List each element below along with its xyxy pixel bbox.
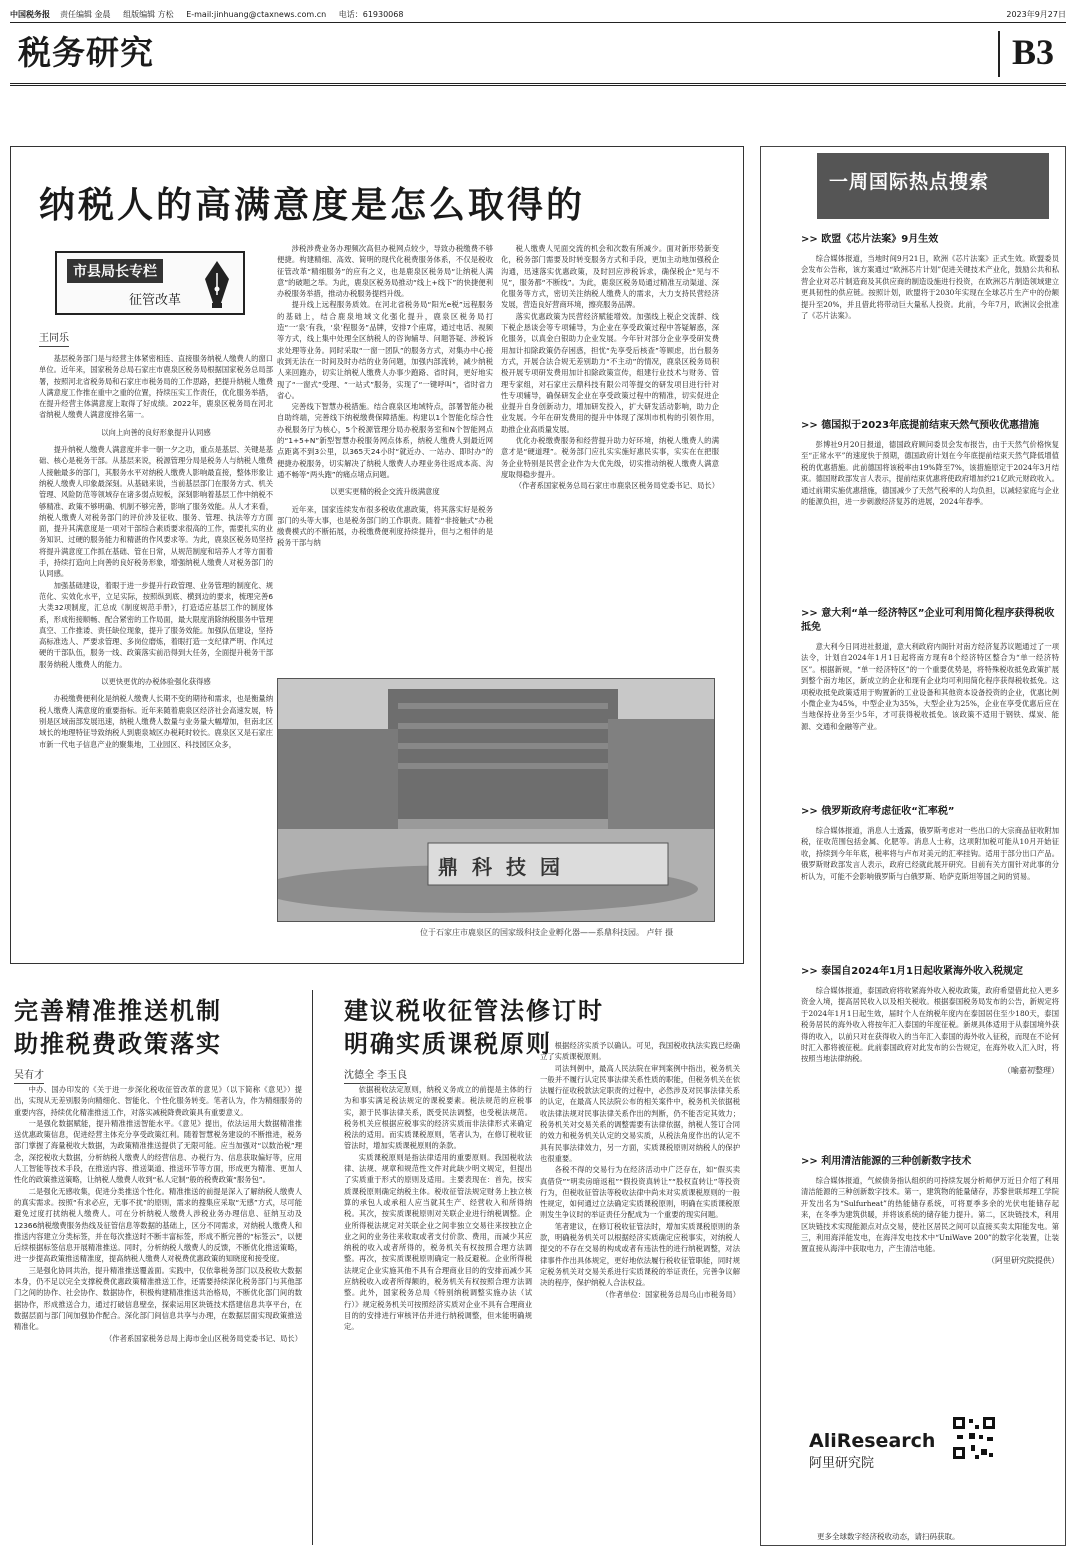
column-badge-name: 市县局长专栏 [67, 259, 163, 283]
author-note: （作者单位：国家税务总局乌山市税务局） [601, 1289, 740, 1299]
paragraph: 优化办税缴费服务和经营提升助力好环境，纳税人缴费人的满意才是“硬道理”。税务部门应扎实实施好惠民实事，实实在在把服务企业特别是民营企业作为大优先级，切实推动纳税人缴费人满意度取得稳步提升。 [501, 436, 719, 479]
qr-code-icon[interactable] [951, 1415, 997, 1461]
layout-credit: 组版编辑 方松 [123, 9, 174, 19]
news-item [801, 607, 1059, 795]
news-item [801, 419, 1059, 599]
news-title: >> 德国拟于2023年底提前结束天然气预收优惠措施 [801, 420, 1040, 431]
photo-caption: 位于石家庄市鹿泉区的国家级科技企业孵化器——系鼎科技园。 卢轩 摄 [420, 928, 674, 937]
article3-column-1 [344, 1084, 532, 1544]
paragraph: 中办、国办印发的《关于进一步深化税收征管改革的意见》（以下简称《意见》）提出，实现从无差别服务向精细化、智能化、个性化服务转变。笔者认为，作为精细服务的重要内容，持续优化精准推送工作，对落实减税降费政策具有重要意义。 [14, 1085, 302, 1117]
news-title-text: 德国拟于2023年底提前结束天然气预收优惠措施 [821, 420, 1040, 431]
phone-text: 电话：61930068 [338, 9, 404, 19]
tech-park-photo [277, 678, 715, 922]
email-text: E-mail:jinhuang@ctaxnews.com.cn [186, 9, 327, 19]
subheading: 以向上向善的良好形象提升认同感 [101, 427, 211, 437]
article3-author: 沈德全 李玉良 [344, 1066, 407, 1084]
paragraph: 一是强化数据赋能，提升精准推送智能水平。《意见》提出，依法运用大数据精准推送优惠政策信息，促进经营主体充分享受政策红利。随着智慧税务建设的不断推进，税务部门掌握了海量税收大数据，为政策精准推送提供了无限可能。应当加强对“以数治税”理念，深挖税收大数据，分析纳税人缴费人的经营信息、办税行为、信息获取偏好等，应用人工智能等技术手段，在推送内容、推送渠道、推送环节等方面，形成更为精准、更加人性化的政策推送策略，让纳税人缴费人收到“私人定制”般的税费政策“服务包”。 [14, 1118, 302, 1185]
park-sign: 鼎科技园 [438, 855, 574, 879]
aliresearch-logo-en: AliResearch [809, 1430, 936, 1452]
news-title: >> 利用清洁能源的三种创新数字技术 [801, 1156, 972, 1167]
subheading: 以更实更精的税企交流升级满意度 [330, 487, 440, 497]
paragraph: 根据经济实质予以确认。可见，我国税收执法实践已经确立了实质课税原则。 [540, 1041, 740, 1062]
world-news-sidebar [760, 146, 1066, 1546]
masthead-bar [10, 6, 1066, 22]
lead-column-1 [39, 353, 273, 953]
lead-column-3 [501, 243, 719, 667]
news-body: 意大利今日同进社报道，意大利政府内阁针对南方经济复苏议题通过了一项法令，计划自2024年1月1日起将南方现有8个经济特区整合为“单一经济特区”。根据新规，“单一经济特区”的一个重要优势是，将特殊税收抵免政策扩展到整个南方地区，新成立的企业和现有企业均可利用简化程序获得税收抵免。这项税收抵免政策适用于购置新的工业设备和其他资本设备投资的企业，优惠比例小微企业为45%，中型企业为35%，大型企业为25%，企业在享受优惠后应在当地保持业务至少5年，才可获得税收抵免。该政策不适用于钢铁、煤炭、能源、交通和金融等产业。 [801, 642, 1059, 731]
article2-author: 吴有才 [14, 1066, 44, 1084]
tech-park-illustration [278, 679, 715, 922]
news-item [801, 805, 1059, 955]
news-title: >> 俄罗斯政府考虑征收“汇率税” [801, 806, 955, 817]
article2-body [14, 1084, 302, 1544]
section-header [10, 22, 1066, 86]
news-source: （喻嘉初整理） [1003, 1065, 1059, 1075]
subheading: 以更快更优的办税体验强化获得感 [101, 677, 211, 687]
lead-column-2 [277, 243, 493, 667]
news-title-text: 欧盟《芯片法案》9月生效 [821, 234, 939, 245]
page-number-divider [998, 31, 1000, 77]
paragraph: 加强基础建设，着眼于进一步提升行政管理、业务管理的制度化、规范化、实效化水平，立足实际，按照纵到底、横到边的要求，梳理完善6大类32项制度，汇总成《制度规范手册》，打造适应基层工作的制度体系，形成衔接顺畅、配合紧密的工作局面，最大限度消除纳税服务中管理真空、工作推诿、责任缺位现象，提升了服务效能。加强队伍建设，坚持高标准选人、严要求管理、多岗位磨炼，着眼打造一支纪律严明、作风过硬的干部队伍，服务一线、政策落实前沿得到大任务，全面提升税务干部服务纳税人缴费人的能力。 [39, 580, 273, 669]
section-title: 税务研究 [18, 33, 154, 72]
article3-column-2 [540, 1040, 740, 1544]
paragraph: 司法判例中，最高人民法院在审判案例中指出，税务机关一般并不履行认定民事法律关系性质的职能，但税务机关在依法履行征收税款法定职责的过程中，必然涉及对民事法律关系的认定，在最高人民法院公布的相关案件中，税务机关依据税收法律法规对民事法律关系作出的判断，仍不能否定其效力；税务机关对交易关系的调整需要有法律依据，纳税人签订合同的效力和税务机关认定的交易实质，从税法角度作出的认定不具有民事法律效力，另一方面，实质课税原则对纳税人的保护也很重要。 [540, 1063, 740, 1163]
paragraph: 实质课税原则是指法律适用的重要原则。我国税收法律、法规、规章和规范性文件对此缺少明文规定，但提出了实质重于形式的原则及适用。主要表现在：首先，按实质课税原则确定纳税主体。税收征管法规定财务上独立核算的承包人或承租人应当就其生产、经营收入和所得纳税。其次，按实质课税原则对关联企业进行纳税调整。企业所得税法规定对关联企业之间非独立交易往来按独立企业之间的业务往来收取或者支付价款、费用，而减少其应纳税的收入或者所得的，税务机关有权按照合理方法调整。再次，按实质课税原则确定一般反避税。企业所得税法规定企业实施其他不具有合理商业目的的安排而减少其应纳税收入或者所得额的，税务机关有权按照合理方法调整。此外，国家税务总局《特别纳税调整实施办法（试行）》规定税务机关可按照经济实质对企业不具有合理商业目的的安排进行审核评估并进行纳税调整，但未能明确规定。 [344, 1152, 532, 1332]
paragraph: 涉税涉费业务办理频次高但办税网点较少，导致办税缴费不够便捷。构建精细、高效、简明的现代化税费服务体系，不仅是税收征管改革“精细服务”的应有之义，也是鹿泉区税务局“让纳税人满意”的破题之举。为此，鹿泉区税务局推动“线上+线下”的快捷便利办税服务举措，推动办税服务提档升级。 [277, 244, 493, 299]
news-title-text: 俄罗斯政府考虑征收“汇率税” [821, 806, 955, 817]
column-divider [312, 990, 313, 1545]
news-body: 综合媒体报道，气候债务指认组织的可持续发展分析师伊万近日介绍了利用清洁能源的三种创新数字技术。第一，建筑物的能量储存，苏黎世联邦理工学院开发出名为“Sulfurheat”的热能储存系统，可将夏季多余的光伏电能储存起来，在冬季为建筑供暖，并将该系统的储存能力提升。第二，区块链技术，利用区块链技术实现能源点对点交易，使社区居民之间可以直接买卖太阳能发电。第三，利用海洋能发电，在海洋发电技术中“UniWave 200”的数字化装置，让装置直接从海洋中获取电力，产生清洁电能。 [801, 1176, 1059, 1254]
aliresearch-logo-cn: 阿里研究院 [809, 1456, 875, 1471]
sidebar-banner [817, 153, 1049, 219]
article2-title-line1: 完善精准推送机制 [14, 996, 222, 1025]
news-title-text: 利用清洁能源的三种创新数字技术 [821, 1156, 972, 1167]
column-badge-topic: 征管改革 [129, 293, 182, 308]
masthead-meta [60, 9, 413, 20]
news-body: 彭博社9月20日报道，德国政府顾问委员会发布报告，由于天然气价格恢复至“正常水平”的速度快于预期，德国政府计划在今年底提前结束天然气降低增值税的优惠措施。此前德国将该税率由19%降至7%，该措施原定于2024年3月结束。德国财政部发言人表示，提前结束优惠将使政府增加约21亿欧元财政收入。通过前期实施优惠措施，德国减少了天然气税率的人均负担，以减轻家庭与企业的能源负担，进一步刺激经济复苏的进展，2024年春季。 [801, 440, 1059, 507]
news-item [801, 1155, 1059, 1407]
paragraph: 二是强化无感收集，促进分类推送个性化。精准推送的前提是深入了解纳税人缴费人的真实需求。按照“有求必应，无事不扰”的原则，需求的搜集应采取“无感”方式，尽可能避免过度打扰纳税人缴费人。可在分析纳税人缴费人涉税业务办理信息、征纳互动及12366纳税缴费服务热线及征管信息等数据的基础上，区分不同需求，对纳税人缴费人和推送内容建立分类标签，并在每次推送时不断丰富标签，形成不断完善的“标签云”，以便后续根据标签信息开展精准推送。同时，分析纳税人缴费人的反馈，不断优化推送策略，进一步提高政策推送精准度，提高纳税人缴费人对税费优惠政策的知晓度和接受度。 [14, 1186, 302, 1264]
fountain-pen-icon [199, 259, 235, 309]
lead-author: 王同乐 [39, 329, 69, 347]
paragraph: 落实优惠政策为民营经济赋能增效。加强线上税企交流群、线下税企恳谈会等专项辅导，为企业在享受政策过程中答疑解惑，深化服务，以真金白银助力企业发展。今年针对部分企业享受研发费用加计扣除政策仍存困惑，担忧“先享受后核查”等顾虑，出台服务方式，开展合法合规无差别助力“不主动”的情况，鹿泉区税务局积极开展专项研发费用加计扣除政策宣传，组建行业技术与财务、管理专家组，对石家庄云鼎科技有限公司等提交的研发项目进行针对性专项辅导，确保研发企业在享受政策过程中的精准，切实促进企业提升自身创新动力，增加研发投入，扩大研发活动影响，助力企业发展。今年在研发费用的提升中体现了深圳市机构的引领作用，助推企业高质量发展。 [501, 311, 719, 434]
paragraph: 各税不得的交易行为在经济活动中广泛存在，如“假买卖真借贷”“明卖房暗返租”“假投资真转让”“股权直转让”等投资行为，但税收征管法等税收法律中尚未对实质课税原则的一般性规定，如何通过立法确定实质课税原则，明确在实质课税原则发生争议时的举证责任分配成为一个重要的现实问题。 [540, 1165, 740, 1220]
paragraph: 依据税收法定原则，纳税义务成立的前提是主体的行为和事实满足税法规定的课税要素。税法规范的应税事实，源于民事法律关系，既受民法调整，也受税法规范。税务机关应根据应税事实的经济实质而非法律形式来确定税法的适用。而实质课税原则，笔者认为，在修订税收征管法时，增加实质课税原则的条款。 [344, 1085, 532, 1151]
news-item [801, 233, 1059, 411]
news-title-text: 泰国自2024年1月1日起收紧海外收入税规定 [821, 966, 1023, 977]
news-title-text: 意大利“单一经济特区”企业可利用简化程序获得税收抵免 [801, 608, 1055, 633]
sidebar-footer: 更多全球数字经济税收动态，请扫码获取。 [817, 1532, 960, 1541]
issue-date: 2023年9月27日 [1006, 9, 1066, 19]
news-title: >> 欧盟《芯片法案》9月生效 [801, 234, 939, 245]
article2-title [14, 994, 222, 1060]
article3-title-line2: 明确实质课税原则 [344, 1029, 552, 1058]
column-badge [55, 251, 245, 315]
news-item [801, 965, 1059, 1149]
paragraph: 提升纳税人缴费人满意度并非一朝一夕之功，重点是基层、关键是基础、核心是税务干部。从基层来说，税源管理分局是税务人与纳税人缴费人接触最多的部门，其服务水平对纳税人缴费人影响最直接，整体形象让纳税人缴费人印象最深刻。从基础来说，当前基层部门在服务方式、机关管理、风险防范等领域存在诸多弱点短板，深刻影响着基层工作中纳税不够精准、政策不够明确、机制不够完善，影响了服务效能。从人才来看，纳税人缴费人对税务部门的评价涉及征收、服务、管理、执法等方方面面，提升其满意度是一项对干部综合素质要求很高的工作，需要扎实的业务知识、过硬的服务能力和精湛的作风要求等。为此，鹿泉区税务局坚持将提升满意度工作抓在基础、管在日常，从规范制度和培养人才等方面着手，持续打造向上向善的良好税务形象，增强纳税人缴费人对税务部门的认同感。 [39, 445, 273, 579]
news-title: >> 意大利“单一经济特区”企业可利用简化程序获得税收抵免 [801, 608, 1055, 633]
paragraph: 三是强化协同共治，提升精准推送覆盖面。实践中，仅依靠税务部门以及税收大数据本身，仍不足以完全支撑税费优惠政策精准推送工作，还需要持续深化税务部门与其他部门之间的协作、社会协作、数据协作，积极构建精准推送共治格局，不断优化部门间的数据协作，形成推送合力，通过打破信息壁垒，探索运用区块链技术搭建信息共享平台，在数据层面与部门间加强协作配合。深化部门间信息共享与办理，在数据层面实现政策推送精准化。 [14, 1265, 302, 1332]
news-body: 综合媒体报道，当地时间9月21日，欧洲《芯片法案》正式生效。欧盟委员会发布公告称，该方案通过“欧洲芯片计划”促进关键技术产业化，鼓励公共和私营企业对芯片制造商及其供应商的制造设施进行投资，在欧洲芯片制造领域建立更具韧性的供应链。按照计划，欧盟将于2030年实现在全球芯片生产中的份额提升至20%，并且借此将带动巨大量私人投资。此前，今年7月，欧洲议会批准了《芯片法案》。 [801, 254, 1059, 321]
author-note: （作者系国家税务总局上海市金山区税务局党委书记、局长） [104, 1333, 302, 1343]
sidebar-title: 一周国际热点搜索 [829, 171, 990, 193]
author-note: （作者系国家税务总局石家庄市鹿泉区税务局党委书记、局长） [514, 481, 719, 491]
article3-title-line1: 建议税收征管法修订时 [344, 996, 604, 1025]
lead-article-title: 纳税人的高满意度是怎么取得的 [39, 184, 586, 226]
paragraph: 提升线上远程服务质效。在河北省税务局“阳光e税”远程服务的基础上，结合鹿泉地域文化强化提升，鹿泉区税务局打造“一‘泉’有我，‘泉’程服务”品牌，安排7个座席，通过电话、视频等方式，线上集中处理全区纳税人的咨询辅导、问题答疑、涉税诉求处理等业务。同时采取“一窗一团队”的服务方式，对集办中心接收到无法在一时间及时办结的业务问题，加强内部流转，减少纳税人来回跑办，切实让纳税人缴费人办事少跑路、省时间，更好地实现了“一窗式”受理、“一站式”服务，实现了“一键呼叫”，省时省力省心。 [277, 300, 493, 400]
paragraph: 办税缴费便利化是纳税人缴费人长期不变的期待和需求，也是衡量纳税人缴费人满意度的重要指标。近年来随着鹿泉区经济社会高速发展，特别是区域南部发展迅速，纳税人缴费人数量与业务量大幅增加，但南北区域长的地理特征导致纳税人到鹿泉城区办税耗时较长。鹿泉区又是石家庄市新一代电子信息产业的聚集地，工业园区、科技园区众多， [39, 694, 273, 749]
paper-name: 中国税务报 [10, 9, 50, 19]
paragraph: 基层税务部门是与经营主体紧密相连、直接服务纳税人缴费人的窗口单位。近年来，国家税务总局石家庄市鹿泉区税务局根据国家税务总局部署，按照河北省税务局和石家庄市税务局的工作思路，把提升纳税人缴费人满意度工作推在重中之重的位置，持续压实工作责任，优化服务举措，在提升经营主体满意度上取得了好成绩。2022年，鹿泉区税务局在河北省纳税人缴费人满意度排名第一。 [39, 354, 273, 420]
editor-credit: 责任编辑 金晨 [60, 9, 111, 19]
news-body: 综合媒体报道，泰国政府将收紧海外收入税收政策，政府希望借此拉入更多资金入境，提高居民收入以及相关税收。根据泰国税务局发布的公告，新规定将于2024年1月1日起生效，届时个人在纳税年度内在泰国居住至少180天，泰国税务居民的海外收入将按年汇入泰国的年度征税。新规具体适用于从泰国境外获得的收入，以前只对在获得收入的当年汇入泰国的海外收入征税，而现在不论何时汇入都将被征税。此前泰国政府对此发布的公告规定，在海外收入汇入时，将按照当地法律纳税。 [801, 986, 1059, 1064]
news-title: >> 泰国自2024年1月1日起收紧海外收入税规定 [801, 966, 1023, 977]
page-number: B3 [1011, 32, 1054, 72]
aliresearch-logo [809, 1430, 935, 1471]
article2-title-line2: 助推税费政策落实 [14, 1029, 222, 1058]
news-body: 综合媒体报道，消息人士透露，俄罗斯考虑对一些出口的大宗商品征收附加税，征收范围包括金属、化肥等。消息人士称，这项附加税可能从10月开始征收，持续到今年年底，税率将与卢布对美元的汇率挂钩。适用于部分出口产品。俄罗斯财政部发言人表示，政府已经就此展开研究。目前有关方面针对此事的分析认为，可能不会影响俄罗斯与白俄罗斯、哈萨克斯坦等国之间的贸易。 [801, 826, 1059, 881]
paragraph: 笔者建议，在修订税收征管法时，增加实质课税原则的条款，明确税务机关可以根据经济实质确定应税事实，对纳税人提交的不存在交易的构成或者有违法性的进行纳税调整，对法律事件作出具体规定，更好地依法履行税收征管职能，同时规定税务机关对交易关系进行实质课税的举证责任，完善争议解决的程序，保护纳税人合法权益。 [540, 1221, 740, 1288]
paragraph: 完善线下智慧办税措施。结合鹿泉区地域特点，部署智能办税自助终端，完善线下纳税缴费保障措施。构建以1个智能化综合性办税服务厅为核心，5个税源管理分局办税服务室和N个智能网点的“1+5+N”新型智慧办税服务网点体系，纳税人缴费人到最近网点距离不到3公里，以365天24小时“就近办、一站办、即时办”的便捷办税服务，切实解决了纳税人缴费人办理业务往返成本高、沟通不畅等“两头跑”的痛点堵点问题。 [277, 402, 493, 479]
news-source: （阿里研究院提供） [987, 1255, 1059, 1265]
paragraph: 近年来，国家连续发布很多税收优惠政策，将其落实好是税务部门的头等大事，也是税务部门的工作职责。随着“非接触式”办税缴费模式的不断拓展，办税缴费便利度持续提升，但与之相伴的是税务干部与纳 [277, 504, 493, 548]
paragraph: 税人缴费人见面交流的机会和次数有所减少。面对新形势新变化，税务部门需要及时转变服务方式和手段，更加主动地加强税企沟通，迅速落实优惠政策，及时回应涉税诉求，确保税企“见与不见”，服务都“不断线”。为此，鹿泉区税务局通过精准互动渠道、深化服务等方式，密切关注纳税人缴费人的需求，大力支持民营经济发展，营造良好营商环境，擦亮服务品牌。 [501, 244, 719, 310]
